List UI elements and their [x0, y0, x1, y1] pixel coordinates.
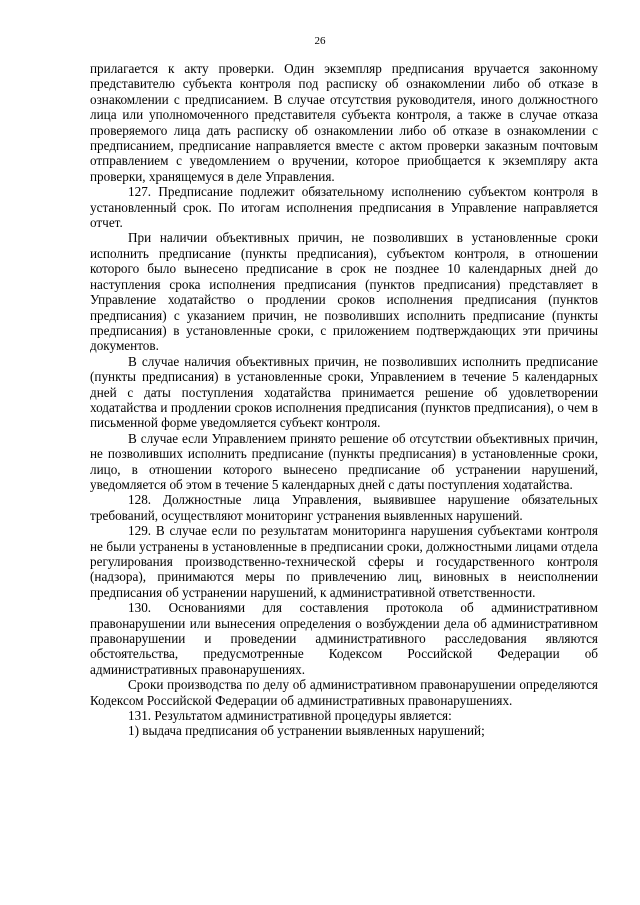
document-body [90, 61, 598, 739]
paragraph-131: 131. Результатом административной процедуры является: [128, 708, 452, 724]
list-item-1: 1) выдача предписания об устранении выявленных нарушений; [128, 723, 485, 739]
paragraph-extension-denied: В случае если Управлением принято решение об отсутствии объективных причин, не позволивших исполнить предписание (пункты предписания) в установленные сроки, лицо, в отношении которого вынесено предписание об устранении нарушений, уведомляется об этом в течение 5 календарных дней с даты поступления ходатайства. [90, 430, 598, 492]
paragraph-extension-granted: В случае наличия объективных причин, не позволивших исполнить предписание (пункты предписания) в установленные сроки, Управлением в течение 5 календарных дней с даты поступления ходатайства принимается решение об удовлетворении ходатайства и продлении сроков исполнения предписания (пунктов предписания), о чем в письменной форме уведомляется субъект контроля. [90, 353, 598, 431]
paragraph-130: 130. Основаниями для составления протокола об административном правонарушении или вынесения определения о возбуждении дела об административном правонарушении и проведении административного расследования являются обстоятельства, предусмотренные Кодексом Российской Федерации об административных правонарушениях. [90, 600, 598, 677]
paragraph-proceedings-terms: Сроки производства по делу об административном правонарушении определяются Кодексом Российской Федерации об административных правонарушениях. [90, 677, 598, 708]
paragraph-128: 128. Должностные лица Управления, выявившее нарушение обязательных требований, осуществляют мониторинг устранения выявленных нарушений. [90, 492, 598, 523]
page-number: 26 [314, 35, 326, 47]
paragraph-objective-reasons: При наличии объективных причин, не позволивших в установленные сроки исполнить предписание (пункты предписания), субъектом контроля, в отношении которого было вынесено предписание в срок не позднее 10 календарных дней до наступления срока исполнения предписания (пунктов предписания) представляет в Управление ходатайство о продлении сроков исполнения предписания (пунктов предписания) с указанием причин, не позволивших исполнить предписание (пункты предписания) в установленные сроки, с приложением подтверждающих эти причины документов. [90, 230, 598, 354]
paragraph-continuation: прилагается к акту проверки. Один экземпляр предписания вручается законному представителю субъекта контроля под расписку об ознакомлении либо об отказе в ознакомлении с предписанием. В случае отсутствия руководителя, иного должностного лица или уполномоченного представителя субъекта контроля, а также в случае отказа проверяемого лица дать расписку об ознакомлении либо об отказе в ознакомлении с предписанием, предписание направляется вместе с актом проверки заказным почтовым отправлением с уведомлением о вручении, которое приобщается к экземпляру акта проверки, хранящемуся в деле Управления. [90, 61, 598, 184]
paragraph-127: 127. Предписание подлежит обязательному исполнению субъектом контроля в установленный срок. По итогам исполнения предписания в Управление направляется отчет. [90, 184, 598, 231]
paragraph-129: 129. В случае если по результатам мониторинга нарушения субъектами контроля не были устранены в установленные в предписании сроки, должностными лицами отдела регулирования производственно-технической сферы и государственного контроля (надзора), принимаются меры по привлечению лиц, виновных в неисполнении предписания об устранении нарушений, к административной ответственности. [90, 523, 598, 600]
